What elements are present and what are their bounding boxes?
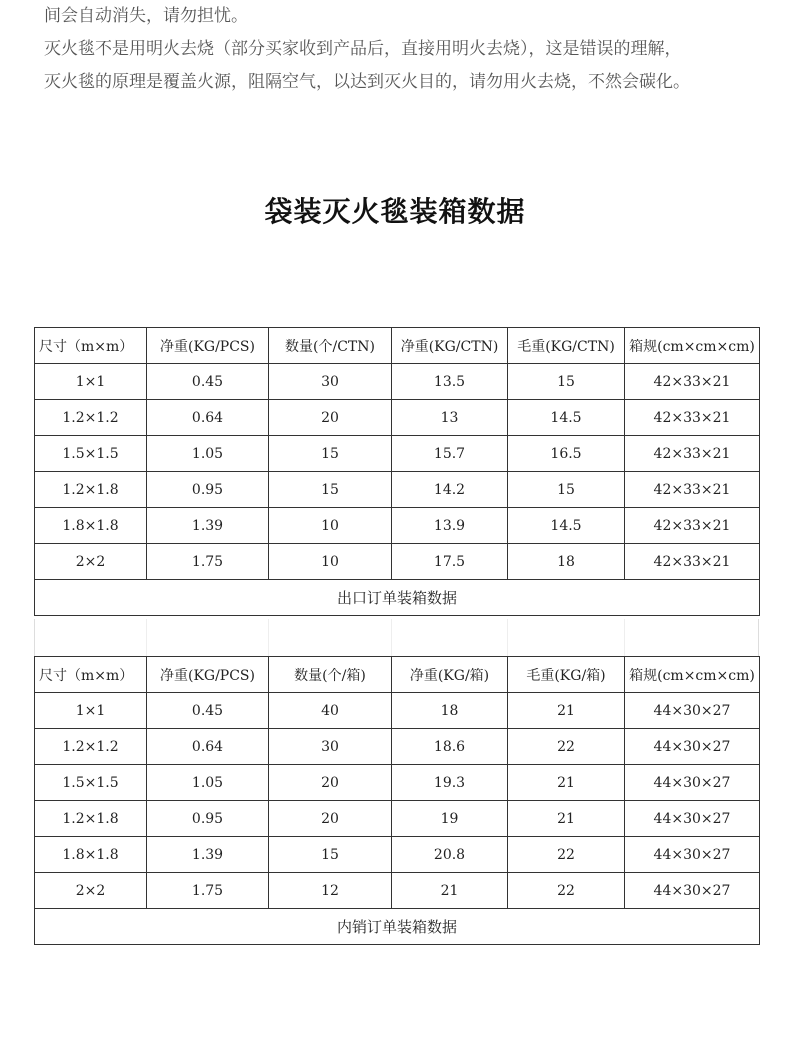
cell-net-weight-box: 17.5 (392, 544, 508, 580)
cell-gross-weight: 15 (508, 472, 625, 508)
cell-net-weight-pcs: 0.64 (147, 729, 269, 765)
header-quantity: 数量(个/CTN) (269, 328, 392, 364)
cell-quantity: 30 (269, 364, 392, 400)
cell-net-weight-pcs: 0.45 (147, 693, 269, 729)
cell-carton-size: 44×30×27 (625, 729, 760, 765)
cell-carton-size: 44×30×27 (625, 801, 760, 837)
page-title: 袋装灭火毯装箱数据 (264, 195, 526, 228)
table-row (35, 472, 760, 508)
cell-gross-weight: 18 (508, 544, 625, 580)
cell-size: 1.8×1.8 (35, 508, 147, 544)
cell-size: 1.8×1.8 (35, 837, 147, 873)
cell-net-weight-pcs: 1.05 (147, 765, 269, 801)
cell-carton-size: 42×33×21 (625, 508, 760, 544)
intro-line: 间会自动消失，请勿担忧。 (44, 6, 248, 26)
table-row (35, 436, 760, 472)
cell-quantity: 15 (269, 436, 392, 472)
table-footer-row (35, 580, 760, 616)
cell-net-weight-pcs: 0.95 (147, 801, 269, 837)
table-row (35, 801, 760, 837)
table-row (35, 873, 760, 909)
cell-net-weight-pcs: 1.75 (147, 544, 269, 580)
header-gross-weight: 毛重(KG/箱) (508, 657, 625, 693)
cell-net-weight-pcs: 1.39 (147, 508, 269, 544)
cell-gross-weight: 22 (508, 837, 625, 873)
header-net-weight-box: 净重(KG/CTN) (392, 328, 508, 364)
cell-net-weight-pcs: 1.75 (147, 873, 269, 909)
cell-net-weight-box: 13 (392, 400, 508, 436)
header-net-weight-box: 净重(KG/箱) (392, 657, 508, 693)
intro-line: 灭火毯的原理是覆盖火源，阻隔空气，以达到灭火目的，请勿用火去烧，不然会碳化。 (44, 72, 690, 92)
cell-carton-size: 44×30×27 (625, 693, 760, 729)
cell-net-weight-box: 13.9 (392, 508, 508, 544)
cell-quantity: 40 (269, 693, 392, 729)
header-quantity: 数量(个/箱) (269, 657, 392, 693)
cell-quantity: 20 (269, 801, 392, 837)
table-row (35, 400, 760, 436)
cell-quantity: 20 (269, 400, 392, 436)
cell-net-weight-pcs: 1.39 (147, 837, 269, 873)
cell-quantity: 12 (269, 873, 392, 909)
cell-gross-weight: 21 (508, 693, 625, 729)
cell-carton-size: 42×33×21 (625, 400, 760, 436)
header-carton-size: 箱规(cm×cm×cm) (625, 328, 760, 364)
cell-gross-weight: 21 (508, 801, 625, 837)
cell-net-weight-box: 21 (392, 873, 508, 909)
header-net-weight-pcs: 净重(KG/PCS) (147, 328, 269, 364)
cell-gross-weight: 22 (508, 729, 625, 765)
domestic-packing-table (34, 656, 760, 945)
cell-carton-size: 42×33×21 (625, 472, 760, 508)
cell-net-weight-box: 15.7 (392, 436, 508, 472)
table-header-row (35, 657, 760, 693)
cell-carton-size: 44×30×27 (625, 837, 760, 873)
cell-net-weight-pcs: 0.64 (147, 400, 269, 436)
table-spacer (34, 619, 759, 656)
cell-size: 1×1 (35, 693, 147, 729)
cell-size: 1.2×1.8 (35, 801, 147, 837)
header-carton-size: 箱规(cm×cm×cm) (625, 657, 760, 693)
cell-net-weight-box: 19 (392, 801, 508, 837)
table-row (35, 765, 760, 801)
header-gross-weight: 毛重(KG/CTN) (508, 328, 625, 364)
table-row (35, 693, 760, 729)
header-size: 尺寸（m×m） (35, 328, 147, 364)
cell-net-weight-pcs: 1.05 (147, 436, 269, 472)
cell-size: 1.2×1.2 (35, 400, 147, 436)
cell-net-weight-box: 14.2 (392, 472, 508, 508)
cell-net-weight-box: 19.3 (392, 765, 508, 801)
cell-size: 1.5×1.5 (35, 765, 147, 801)
cell-net-weight-box: 18.6 (392, 729, 508, 765)
table-row (35, 364, 760, 400)
table-row (35, 837, 760, 873)
cell-gross-weight: 14.5 (508, 508, 625, 544)
cell-quantity: 15 (269, 837, 392, 873)
table-header-row (35, 328, 760, 364)
cell-net-weight-pcs: 0.95 (147, 472, 269, 508)
cell-quantity: 30 (269, 729, 392, 765)
cell-size: 1×1 (35, 364, 147, 400)
cell-carton-size: 42×33×21 (625, 544, 760, 580)
intro-line: 灭火毯不是用明火去烧（部分买家收到产品后，直接用明火去烧），这是错误的理解， (44, 39, 682, 59)
cell-size: 2×2 (35, 873, 147, 909)
cell-net-weight-box: 20.8 (392, 837, 508, 873)
cell-quantity: 20 (269, 765, 392, 801)
table-row (35, 508, 760, 544)
cell-carton-size: 44×30×27 (625, 765, 760, 801)
domestic-table-caption: 内销订单装箱数据 (35, 909, 760, 945)
cell-quantity: 15 (269, 472, 392, 508)
cell-net-weight-pcs: 0.45 (147, 364, 269, 400)
export-table-caption: 出口订单装箱数据 (35, 580, 760, 616)
table-footer-row (35, 909, 760, 945)
cell-size: 1.2×1.2 (35, 729, 147, 765)
header-size: 尺寸（m×m） (35, 657, 147, 693)
intro-text (44, 0, 774, 99)
cell-carton-size: 42×33×21 (625, 364, 760, 400)
table-row (35, 729, 760, 765)
cell-gross-weight: 16.5 (508, 436, 625, 472)
cell-gross-weight: 21 (508, 765, 625, 801)
cell-gross-weight: 15 (508, 364, 625, 400)
header-net-weight-pcs: 净重(KG/PCS) (147, 657, 269, 693)
cell-quantity: 10 (269, 508, 392, 544)
cell-size: 1.5×1.5 (35, 436, 147, 472)
cell-size: 2×2 (35, 544, 147, 580)
cell-size: 1.2×1.8 (35, 472, 147, 508)
export-packing-table (34, 327, 760, 616)
cell-net-weight-box: 18 (392, 693, 508, 729)
cell-gross-weight: 14.5 (508, 400, 625, 436)
cell-carton-size: 44×30×27 (625, 873, 760, 909)
cell-gross-weight: 22 (508, 873, 625, 909)
cell-quantity: 10 (269, 544, 392, 580)
cell-net-weight-box: 13.5 (392, 364, 508, 400)
cell-carton-size: 42×33×21 (625, 436, 760, 472)
table-row (35, 544, 760, 580)
